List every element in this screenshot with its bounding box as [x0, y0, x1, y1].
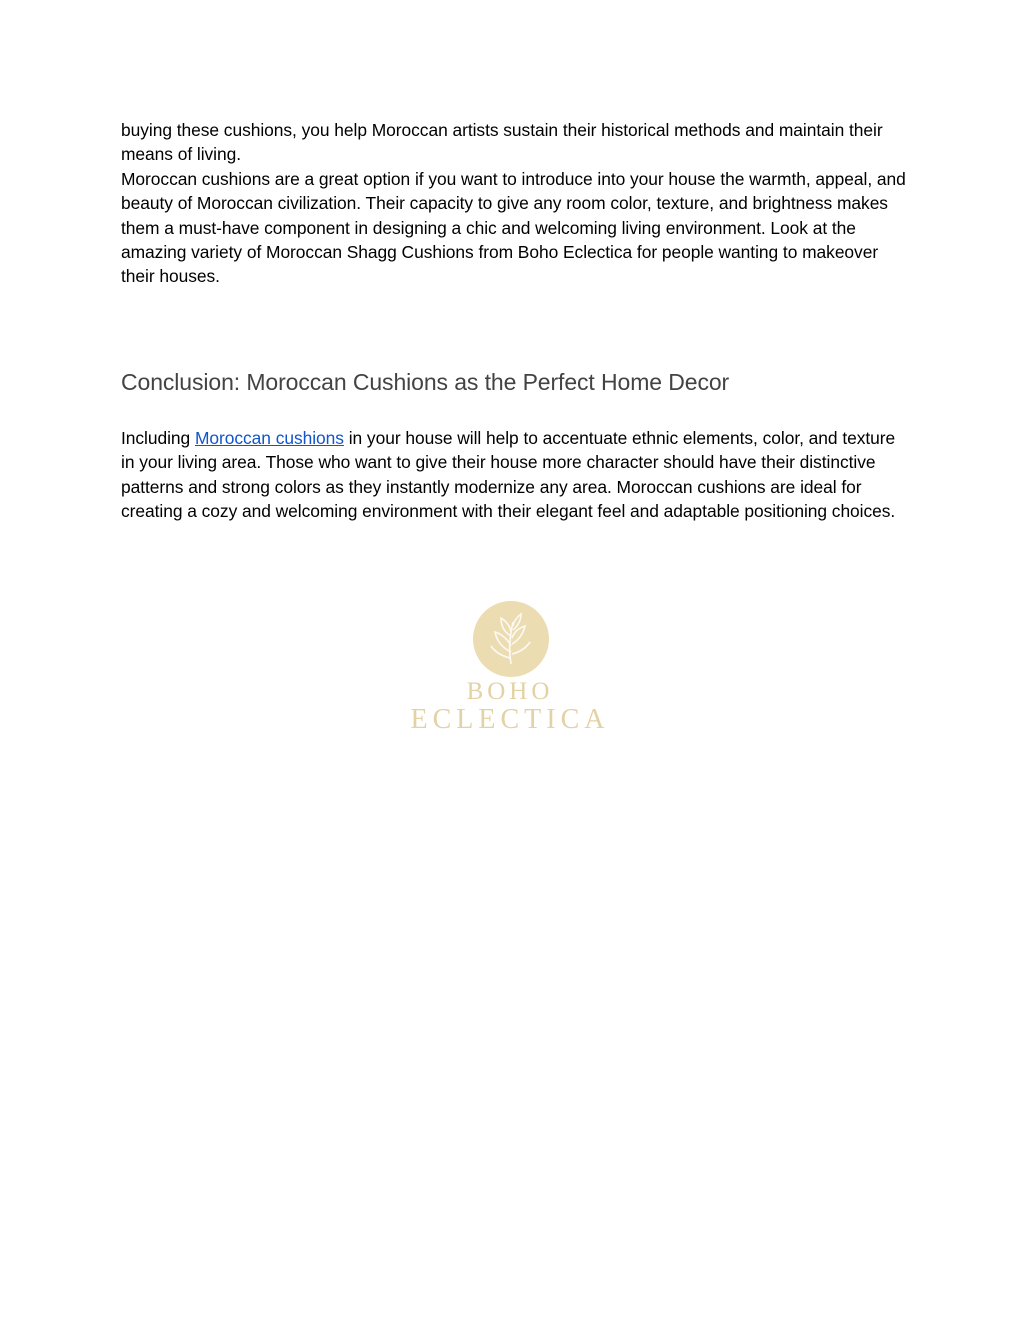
logo-emblem [405, 600, 615, 680]
section-heading-conclusion: Conclusion: Moroccan Cushions as the Perfect Home Decor [121, 369, 730, 395]
boho-eclectica-logo [405, 600, 615, 740]
paragraph-conclusion-start: Including [121, 428, 195, 448]
paragraph-warmth: Moroccan cushions are a great option if you want to introduce into your house the warmth, appeal, and beauty of Moroccan civilization. Their capacity to give any room color, texture, and brightness makes them a must-have component in designing a chic and welcoming living environment. Look at the amazing variety of Moroccan Shagg Cushions from Boho Eclectica for people wanting to makeover their houses. [121, 168, 906, 287]
moroccan-cushions-link[interactable]: Moroccan cushions [194, 428, 344, 448]
logo-text-eclectica: ECLECTICA [410, 704, 610, 735]
paragraph-conclusion-end: in your house will help to accentuate ethnic elements, color, and texture in your living area. Those who want to give their house more character should have their distinctive patterns and strong colors as they instantly modernize any area. Moroccan cushions are ideal for creating a cozy and welcoming environment with their elegant feel and adaptable positioning choices. [121, 428, 896, 522]
document-body [121, 118, 911, 522]
paragraph-conclusion [121, 426, 911, 524]
logo-text-boho: BOHO [466, 678, 554, 705]
paragraph-artisans: buying these cushions, you help Moroccan artists sustain their historical methods and maintain their means of living. [121, 120, 883, 165]
